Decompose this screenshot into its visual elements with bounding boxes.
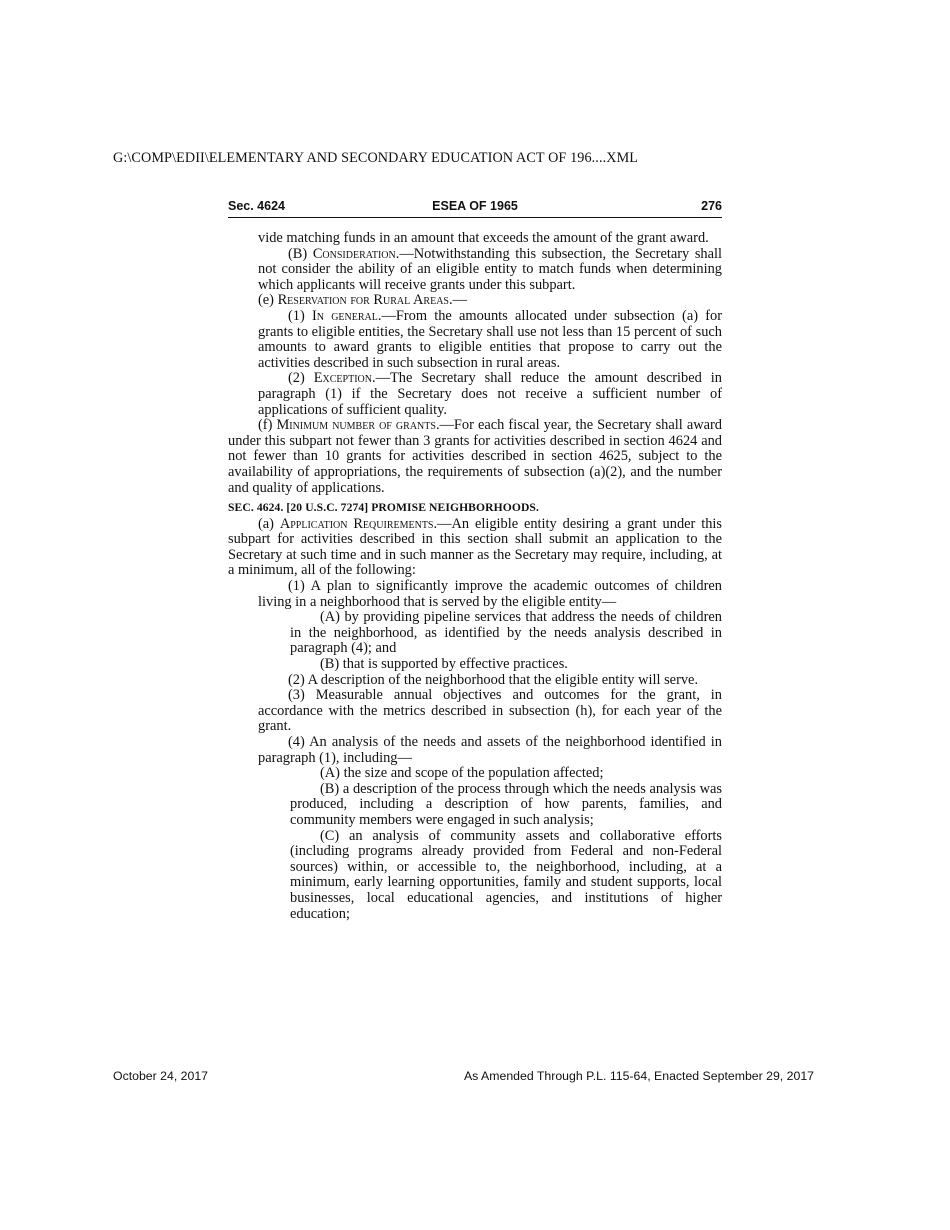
act-title: ESEA OF 1965: [432, 199, 518, 213]
paragraph-1-plan: (1) A plan to significantly improve the academic outcomes of children living in a neighborhood that is served by the eligible entity—: [258, 578, 722, 610]
paragraph-2-exception: (2) Exception.—The Secretary shall reduce the amount described in paragraph (1) if the Secretary does not receive a sufficient number of applications of sufficient quality.: [258, 370, 722, 418]
paragraph-b-consideration: (B) Consideration.—Notwithstanding this subsection, the Secretary shall not consider the ability of an eligible entity to match funds when determining which applicants will receive grants under this subpart.: [258, 245, 722, 293]
paragraph-a-application: (a) Application Requirements.—An eligible entity desiring a grant under this subpart for activities described in this section shall submit an application to the Secretary at such time and in such manner as the Secretary may require, including, at a minimum, all of the following:: [228, 515, 722, 579]
paragraph-1a-pipeline: (A) by providing pipeline services that address the needs of children in the neighborhood, as identified by the needs analysis described in paragraph (4); and: [290, 609, 722, 657]
paragraph-4c-assets: (C) an analysis of community assets and collaborative efforts (including programs already provided from Federal and non-Federal sources) within, or accessible to, the neighborhood, including, at a minimum, early learning opportunities, family and student supports, local businesses, local educational agencies, and institutions of higher education;: [290, 827, 722, 922]
paragraph-3-objectives: (3) Measurable annual objectives and outcomes for the grant, in accordance with the metrics described in subsection (h), for each year of the grant.: [258, 687, 722, 735]
paragraph-f-minimum: (f) Minimum number of grants.—For each fiscal year, the Secretary shall award under this subpart not fewer than 3 grants for activities described in section 4624 and not fewer than 10 grants for activities described in section 4625, subject to the availability of appropriations, the requirements of subsection (a)(2), and the number and quality of applications.: [228, 417, 722, 496]
footer-date: October 24, 2017: [113, 1069, 209, 1083]
paragraph-e-rural: (e) Reservation for Rural Areas.—: [258, 292, 467, 309]
paragraph-1b-effective: (B) that is supported by effective practices.: [320, 656, 568, 673]
running-head: [228, 197, 722, 218]
page-number: 276: [701, 199, 722, 213]
file-path: G:\COMP\EDII\ELEMENTARY AND SECONDARY EDUCATION ACT OF 196....XML: [113, 150, 639, 166]
section-heading: SEC. 4624. [20 U.S.C. 7274] PROMISE NEIGHBORHOODS.: [228, 501, 539, 515]
paragraph-2-description: (2) A description of the neighborhood that the eligible entity will serve.: [288, 671, 699, 688]
paragraph-4a-size: (A) the size and scope of the population affected;: [320, 765, 604, 782]
paragraph-4-analysis: (4) An analysis of the needs and assets of the neighborhood identified in paragraph (1), including—: [258, 734, 722, 766]
footer-amendment: As Amended Through P.L. 115-64, Enacted September 29, 2017: [463, 1069, 814, 1083]
paragraph-continuation: vide matching funds in an amount that exceeds the amount of the grant award.: [258, 230, 709, 246]
paragraph-4b-process: (B) a description of the process through which the needs analysis was produced, including a description of how parents, families, and community members were engaged in such analysis;: [290, 780, 722, 828]
document-body: [228, 231, 722, 922]
section-number: Sec. 4624: [228, 199, 285, 213]
paragraph-1-in-general: (1) In general.—From the amounts allocated under subsection (a) for grants to eligible entities, the Secretary shall use not less than 15 percent of such amounts to award grants to eligible entities that propose to carry out the activities described in such subsection in rural areas.: [258, 307, 722, 371]
